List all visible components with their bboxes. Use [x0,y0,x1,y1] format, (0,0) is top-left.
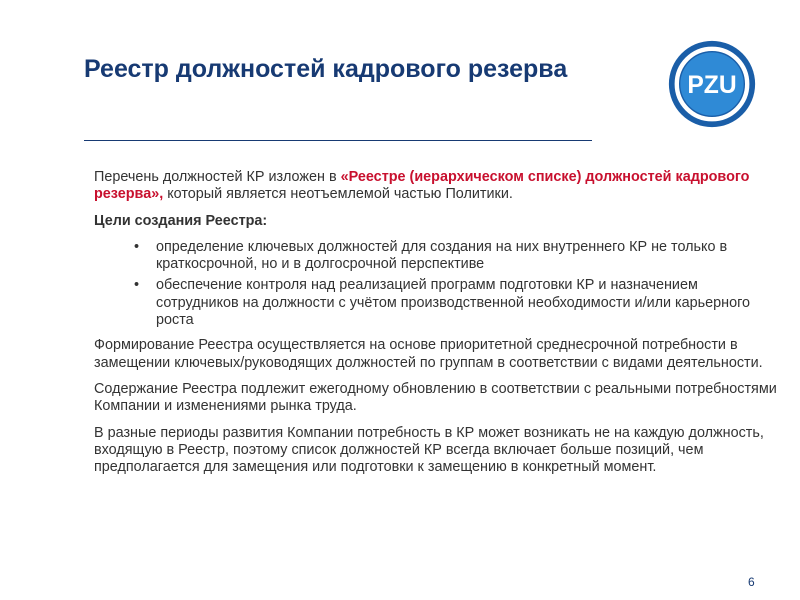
goals-heading: Цели создания Реестра: [94,212,268,229]
body-paragraph: Формирование Реестра осуществляется на основе приоритетной среднесрочной потребности в замещении ключевых/руководящих должностей по группам в соответствии с видами деятельности. [94,337,763,371]
goal-item [94,277,779,329]
intro-text-before: Перечень должностей КР изложен в [94,169,341,185]
bullet-icon: • [134,277,140,294]
page-number: 6 [748,575,755,589]
goal-text: обеспечение контроля над реализацией программ подготовки КР и назначением сотрудников на должности с учётом производственной необходимости и/или карьерного роста [156,277,751,329]
pzu-logo [668,40,756,128]
slide-title: Реестр должностей кадрового резерва [84,55,568,83]
goals-list [94,239,779,329]
body-paragraph: Содержание Реестра подлежит ежегодному обновлению в соответствии с реальными потребностями Компании и изменениями рынка труда. [94,380,777,415]
logo-text: PZU [687,71,737,99]
goal-item [94,239,779,274]
goal-text: определение ключевых должностей для создания на них внутреннего КР не только в краткосрочной, но и в долгосрочной перспективе [156,238,728,273]
intro-text-after: который является неотъемлемой частью Политики. [163,186,513,203]
bullet-icon: • [134,238,140,255]
slide-body [94,169,779,485]
body-paragraph: В разные периоды развития Компании потребность в КР может возникать не на каждую должность, входящую в Реестр, поэтому список должностей КР всегда включает больше позиций, чем предполагается для замещения или подготовки к замещению в конкретный момент. [94,424,764,476]
intro-paragraph [94,169,779,204]
intro-highlight: «Реестре (иерархическом списке) должностей кадрового резерва», [94,169,750,203]
title-divider [84,140,592,141]
